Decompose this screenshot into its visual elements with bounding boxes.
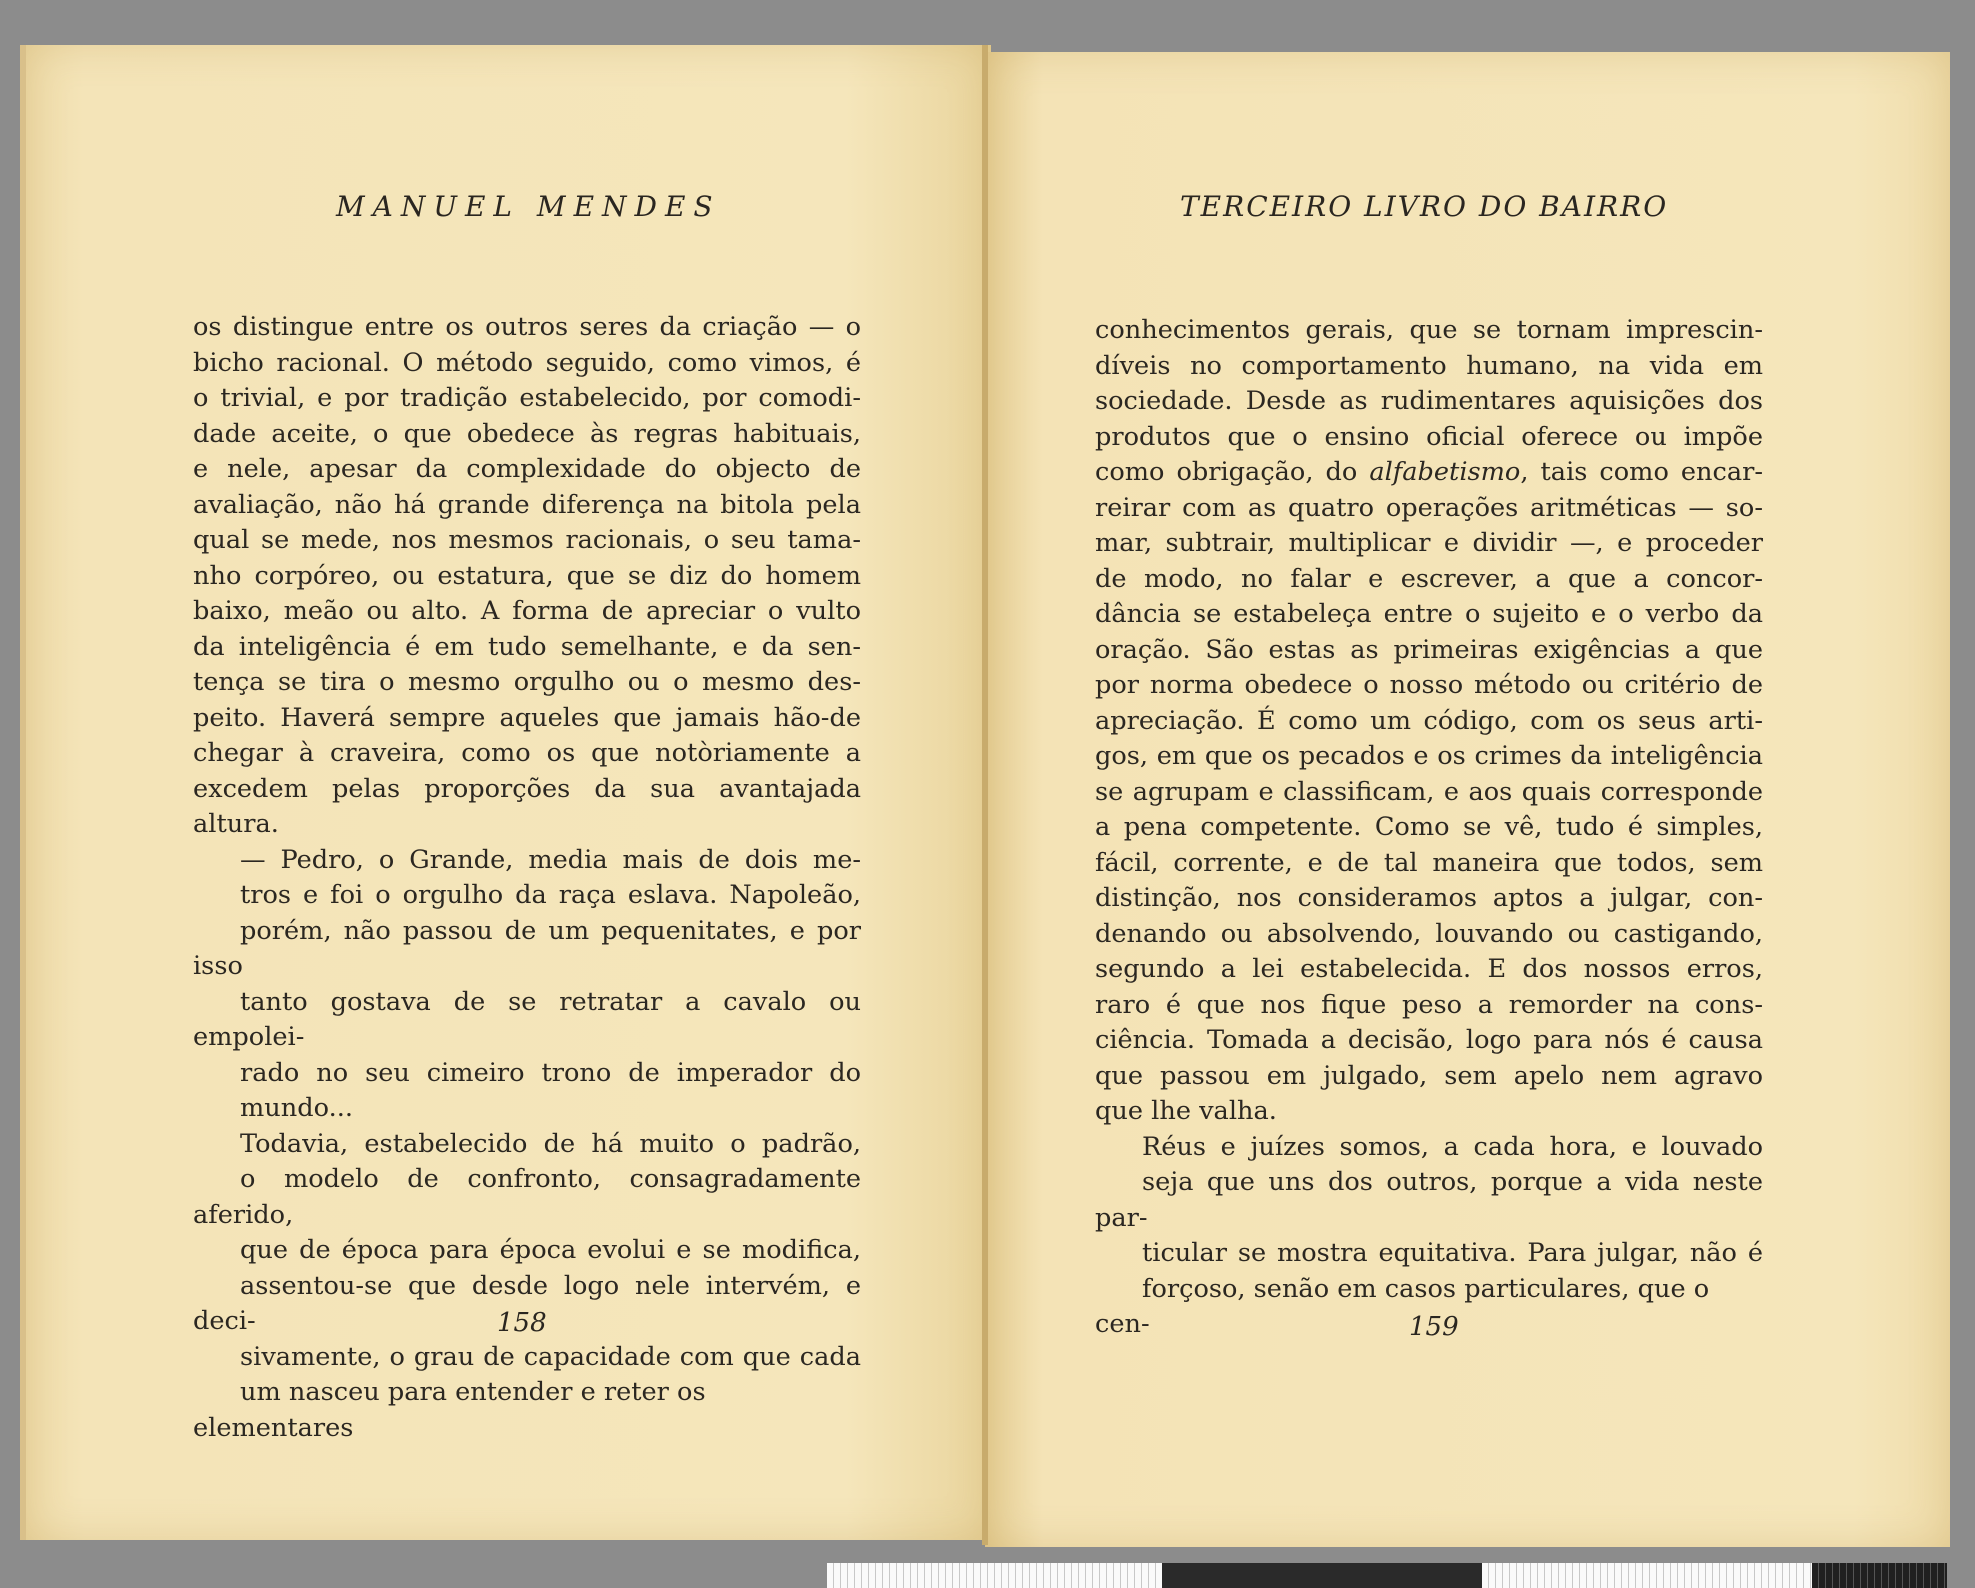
text-line: qual se mede, nos mesmos racionais, o seu tama- bbox=[193, 525, 861, 555]
text-line: produtos que o ensino oficial oferece ou impõe bbox=[1095, 421, 1763, 452]
text-line: distinção, nos consideramos aptos a julgar, con- bbox=[1095, 883, 1763, 913]
text-line: o modelo de confronto, consagradamente aferido, bbox=[193, 1164, 861, 1230]
text-line: como obrigação, do alfabetismo, tais como encar- bbox=[1095, 457, 1763, 487]
text-line: que passou em julgado, sem apelo nem agravo bbox=[1095, 1060, 1763, 1091]
text-line: oração. São estas as primeiras exigências a que bbox=[1095, 634, 1763, 665]
text-line: mundo... bbox=[240, 1093, 353, 1123]
text-line: nho corpóreo, ou estatura, que se diz do homem bbox=[193, 560, 861, 591]
text-line: avaliação, não há grande diferença na bitola pela bbox=[193, 489, 861, 520]
text-line: fácil, corrente, e de tal maneira que todos, sem bbox=[1095, 847, 1763, 878]
text-line: chegar à craveira, como os que notòriamente a bbox=[193, 738, 861, 768]
text-line: denando ou absolvendo, louvando ou castigando, bbox=[1095, 918, 1763, 949]
text-line: dade aceite, o que obedece às regras habituais, bbox=[193, 418, 861, 449]
left-running-head: MANUEL MENDES bbox=[336, 190, 721, 223]
text-line: dância se estabeleça entre o sujeito e o verbo da bbox=[1095, 599, 1763, 629]
text-line: peito. Haverá sempre aqueles que jamais hão-de bbox=[193, 702, 861, 733]
text-line: mar, subtrair, multiplicar e dividir —, e proceder bbox=[1095, 528, 1763, 558]
left-body-text bbox=[193, 310, 861, 1446]
text-line: os distingue entre os outros seres da criação — o bbox=[193, 312, 861, 342]
text-line: a pena competente. Como se vê, tudo é simples, bbox=[1095, 812, 1763, 842]
text-line: seja que uns dos outros, porque a vida neste par- bbox=[1095, 1167, 1763, 1233]
text-line: tença se tira o mesmo orgulho ou o mesmo des- bbox=[193, 667, 861, 697]
text-line: Réus e juízes somos, a cada hora, e louvado bbox=[1142, 1131, 1763, 1162]
ruler-white-segment bbox=[827, 1563, 1162, 1588]
text-line: apreciação. É como um código, com os seus arti- bbox=[1095, 705, 1763, 736]
text-line: conhecimentos gerais, que se tornam imprescin- bbox=[1095, 315, 1763, 345]
text-line: tros e foi o orgulho da raça eslava. Napoleão, bbox=[240, 880, 861, 910]
text-line: rado no seu cimeiro trono de imperador do bbox=[240, 1057, 861, 1088]
ruler-white-segment bbox=[1482, 1563, 1812, 1588]
text-line: de modo, no falar e escrever, a que a concor- bbox=[1095, 563, 1763, 594]
ruler-black-segment bbox=[1162, 1563, 1482, 1588]
text-line: tanto gostava de se retratar a cavalo ou empolei- bbox=[193, 986, 861, 1052]
text-line: assentou-se que desde logo nele intervém, e deci- bbox=[193, 1270, 861, 1336]
text-line: e nele, apesar da complexidade do objecto de bbox=[193, 454, 861, 484]
page-number-right: 159 bbox=[1409, 1312, 1459, 1342]
text-line: excedem pelas proporções da sua avantajada bbox=[193, 773, 861, 804]
text-line: raro é que nos fique peso a remorder na cons- bbox=[1095, 989, 1763, 1020]
color-scale-ruler bbox=[827, 1563, 1947, 1588]
text-line: díveis no comportamento humano, na vida em bbox=[1095, 350, 1763, 381]
right-running-head: TERCEIRO LIVRO DO BAIRRO bbox=[1180, 190, 1669, 223]
text-line: baixo, meão ou alto. A forma de apreciar o vulto bbox=[193, 596, 861, 626]
text-line: reirar com as quatro operações aritméticas — so- bbox=[1095, 492, 1763, 523]
paragraph bbox=[1095, 313, 1763, 1130]
text-line: forçoso, senão em casos particulares, que o cen- bbox=[1095, 1273, 1710, 1339]
text-line: porém, não passou de um pequenitates, e por isso bbox=[193, 915, 861, 981]
text-line: um nasceu para entender e reter os elementares bbox=[193, 1377, 706, 1443]
ruler-black-segment bbox=[1812, 1563, 1947, 1588]
text-line: por norma obedece o nosso método ou critério de bbox=[1095, 670, 1763, 700]
text-line: que lhe valha. bbox=[1095, 1096, 1277, 1126]
text-line: se agrupam e classificam, e aos quais corresponde bbox=[1095, 776, 1763, 807]
paragraph bbox=[1095, 1130, 1763, 1343]
book-spine bbox=[982, 45, 988, 1545]
text-line: ciência. Tomada a decisão, logo para nós é causa bbox=[1095, 1025, 1763, 1055]
text-line: ticular se mostra equitativa. Para julgar, não é bbox=[1142, 1238, 1763, 1268]
text-line: gos, em que os pecados e os crimes da inteligência bbox=[1095, 741, 1763, 771]
text-line: Todavia, estabelecido de há muito o padrão, bbox=[240, 1128, 861, 1159]
paragraph bbox=[193, 1127, 861, 1447]
text-line: altura. bbox=[193, 809, 279, 839]
paragraph bbox=[193, 310, 861, 843]
text-line: que de época para época evolui e se modifica, bbox=[240, 1235, 861, 1265]
right-body-text bbox=[1095, 313, 1763, 1343]
text-line: da inteligência é em tudo semelhante, e da sen- bbox=[193, 631, 861, 662]
text-line: — Pedro, o Grande, media mais de dois me- bbox=[240, 844, 861, 875]
text-line: bicho racional. O método seguido, como vimos, é bbox=[193, 347, 861, 378]
text-line: sociedade. Desde as rudimentares aquisições dos bbox=[1095, 386, 1763, 416]
text-line: o trivial, e por tradição estabelecido, por comodi- bbox=[193, 383, 861, 413]
paragraph bbox=[193, 843, 861, 1127]
page-number-left: 158 bbox=[497, 1308, 547, 1338]
text-line: segundo a lei estabelecida. E dos nossos erros, bbox=[1095, 954, 1763, 984]
text-line: sivamente, o grau de capacidade com que cada bbox=[240, 1341, 861, 1372]
